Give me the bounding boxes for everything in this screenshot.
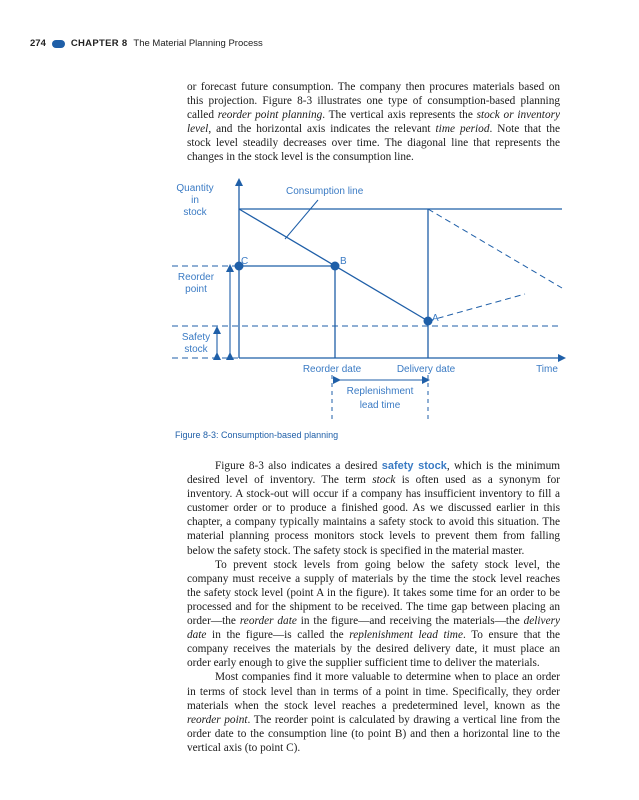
reorder-point-label-1: Reorder: [177, 272, 215, 283]
intro-emphasis: time period: [435, 123, 490, 136]
safety-stock-label-2: stock: [184, 344, 208, 355]
safety-stock-paragraph: [187, 459, 560, 558]
reorder-point-paragraph: [187, 670, 560, 755]
time-label: Time: [536, 364, 558, 375]
replenishment-label-2: lead time: [359, 400, 401, 411]
body-emphasis: stock: [372, 474, 396, 487]
delivery-date-label: Delivery date: [396, 364, 456, 375]
body-text-run: To prevent stock levels from going below the safety stock level, the company must receive a supply of materials by the time the stock level reaches the safety stock level (point A in the figure). It takes some time for an order to be processed and for the shipment to be received. The time gap between placing an order—the: [187, 558, 560, 628]
consumption-line-label: Consumption line: [286, 186, 364, 197]
lead-time-paragraph: [187, 558, 560, 671]
body-text-run: in the figure—and receiving the materials—the: [296, 615, 524, 628]
body-emphasis: reorder date: [239, 615, 297, 628]
body-emphasis: replenishment lead time: [349, 629, 463, 642]
reorder-point-label-2: point: [185, 284, 207, 295]
chapter-title: The Material Planning Process: [133, 38, 263, 49]
header-bullet: [52, 40, 65, 48]
y-label-stock: stock: [183, 207, 207, 218]
intro-text: . The vertical axis represents the: [322, 109, 477, 122]
point-a-label: A: [432, 313, 439, 324]
consumption-planning-figure: [160, 170, 580, 430]
chapter-label: CHAPTER 8: [70, 38, 128, 49]
body-text-run: . To ensure that the company receives the materials by the desired delivery date, it must place an order early enough to give the supplier sufficient time to deliver the materials.: [187, 629, 561, 670]
point-b-label: B: [340, 256, 347, 267]
intro-emphasis: stock or inventory level: [187, 109, 560, 136]
body-text-run: is often used as a synonym for inventory. A stock-out will occur if a company has insufficient inventory to fill a customer order or to produce a finished good. As we discussed earlier in this chapter, a company typically maintains a safety stock to avoid this situation. The material planning process monitors stock levels to prevent them from falling below the safety stock. The safety stock is specified in the material master.: [187, 474, 560, 557]
y-label-quantity: Quantity: [176, 183, 214, 194]
consumption-line-pointer: [285, 200, 318, 239]
point-b-marker: [331, 262, 340, 271]
restock-projection-line: [428, 209, 562, 288]
point-c-label: C: [241, 256, 249, 267]
intro-text: . Note that the stock level steadily decreases over time. The diagonal line that represents the changes in the stock level is the consumption line.: [187, 123, 560, 164]
reorder-date-label: Reorder date: [302, 364, 362, 375]
replenishment-label-1: Replenishment: [346, 386, 414, 397]
body-emphasis: reorder point: [187, 713, 248, 726]
key-term: safety stock: [381, 460, 447, 472]
intro-text: or forecast future consumption. The company then procures materials based on this projection. Figure 8-3 illustrates one type of consumption-based planning called: [187, 81, 560, 122]
y-label-in: in: [191, 195, 199, 206]
consumption-line-continuation: [428, 294, 525, 321]
body-text-run: Figure 8-3 also indicates a desired: [215, 460, 382, 472]
body-text-run: , which is the minimum desired level of inventory. The term: [187, 460, 561, 487]
page-header: [30, 38, 263, 49]
intro-emphasis: reorder point planning: [217, 109, 323, 122]
body-text-run: . The reorder point is calculated by drawing a vertical line from the order date to the consumption line (to point B) and then a horizontal line to the vertical axis (to point C).: [187, 713, 560, 754]
intro-paragraph: [187, 80, 560, 165]
figure-caption: Figure 8-3: Consumption-based planning: [175, 430, 339, 440]
body-text-run: Most companies find it more valuable to determine when to place an order in terms of stock level than in terms of a point in time. Specifically, they order materials when the stock level reaches a predetermined level, known as the: [187, 671, 560, 712]
body-text: [187, 459, 560, 755]
body-text-run: in the figure—is called the: [206, 629, 350, 642]
page-number: 274: [30, 38, 46, 49]
safety-stock-label-1: Safety: [181, 332, 211, 343]
intro-text: , and the horizontal axis indicates the relevant: [208, 123, 436, 136]
body-emphasis: delivery date: [187, 615, 560, 642]
